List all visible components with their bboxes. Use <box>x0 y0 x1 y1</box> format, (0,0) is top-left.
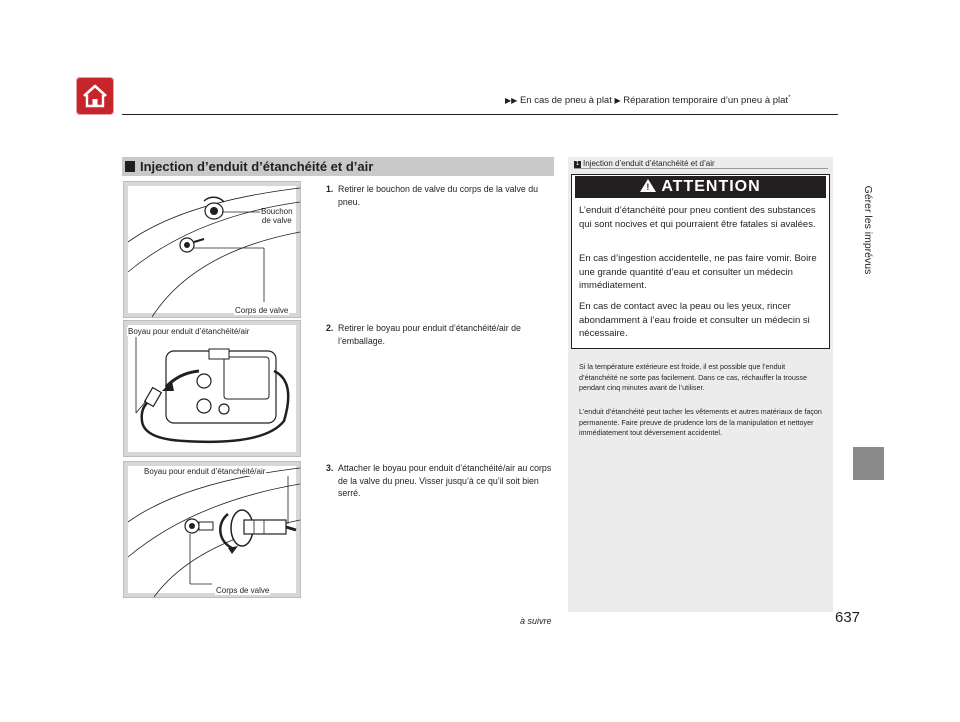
section-title: Injection d’enduit d’étanchéité et d’air <box>140 159 374 174</box>
side-tab-label: Gérer les imprévus <box>862 185 874 275</box>
note-number-icon: 1 <box>575 161 580 167</box>
figure-hose <box>123 320 301 457</box>
hose-label: Boyau pour enduit d’étanchéité/air <box>128 327 250 336</box>
attach-hose-illustration <box>124 462 300 597</box>
breadcrumb-link-flat-tire[interactable]: En cas de pneu à plat <box>519 95 612 107</box>
warning-paragraph: En cas d’ingestion accidentelle, ne pas faire vomir. Boire une grande quantité d’eau et consulter un médecin immédiatement. <box>579 253 817 291</box>
page-number: 637 <box>835 609 861 626</box>
warning-triangle-icon: ! <box>640 179 656 192</box>
home-button[interactable] <box>76 77 114 115</box>
compressor-hose-illustration <box>124 321 300 456</box>
double-arrow-icon: ▶▶ <box>505 96 518 106</box>
warning-paragraph: L’enduit d’étanchéité pour pneu contient des substances qui sont nocives et qui pourraient être fatales si avalées. <box>579 205 816 230</box>
valve-body-label: Corps de valve <box>216 586 270 595</box>
warning-header: ! ATTENTION <box>575 176 826 198</box>
tire-valve-illustration <box>124 182 300 317</box>
step-1: 1. Retirer le bouchon de valve du corps de la valve du pneu. <box>326 184 539 207</box>
note-separator <box>574 168 828 169</box>
figure-attach-hose <box>123 461 301 598</box>
home-icon <box>76 77 114 115</box>
section-square-icon <box>125 161 135 172</box>
breadcrumb <box>505 95 790 106</box>
note-paragraph: L’enduit d’étanchéité peut tacher les vêtements et autres matériaux de façon permanente. Faire preuve de prudence lors de la manipulation et nettoyer immédiatement tout déversement accidentel. <box>579 407 822 437</box>
asterisk: * <box>788 95 791 101</box>
warning-paragraph: En cas de contact avec la peau ou les yeux, rincer abondamment à l’eau froide et consulter un médecin si nécessaire. <box>579 301 810 339</box>
note-paragraph: Si la température extérieure est froide, il est possible que l’enduit d’étanchéité ne sorte pas facilement. Dans ce cas, réchauffer la trousse pendant cinq minutes avant de l’utiliser. <box>579 362 807 392</box>
step-3: 3. Attacher le boyau pour enduit d’étanchéité/air au corps de la valve du pneu. Visser jusqu’à ce qu’il soit bien serré. <box>326 463 552 498</box>
valve-body-label: Corps de valve <box>235 306 289 315</box>
figure-valve-cap <box>123 181 301 318</box>
hose-label: Boyau pour enduit d’étanchéité/air <box>144 467 266 476</box>
valve-cap-label: Bouchon de valve <box>261 207 293 225</box>
step-2: 2. Retirer le boyau pour enduit d’étanchéité/air de l’emballage. <box>326 323 521 346</box>
header-rule <box>122 114 838 115</box>
side-tab-marker[interactable] <box>853 447 884 480</box>
breadcrumb-current: Réparation temporaire d’un pneu à plat <box>623 95 789 107</box>
note-title: 1 Injection d’enduit d’étanchéité et d’air <box>575 159 715 168</box>
continued-label: à suivre <box>520 616 552 626</box>
section-heading <box>122 157 554 176</box>
arrow-icon: ▶ <box>614 96 621 106</box>
